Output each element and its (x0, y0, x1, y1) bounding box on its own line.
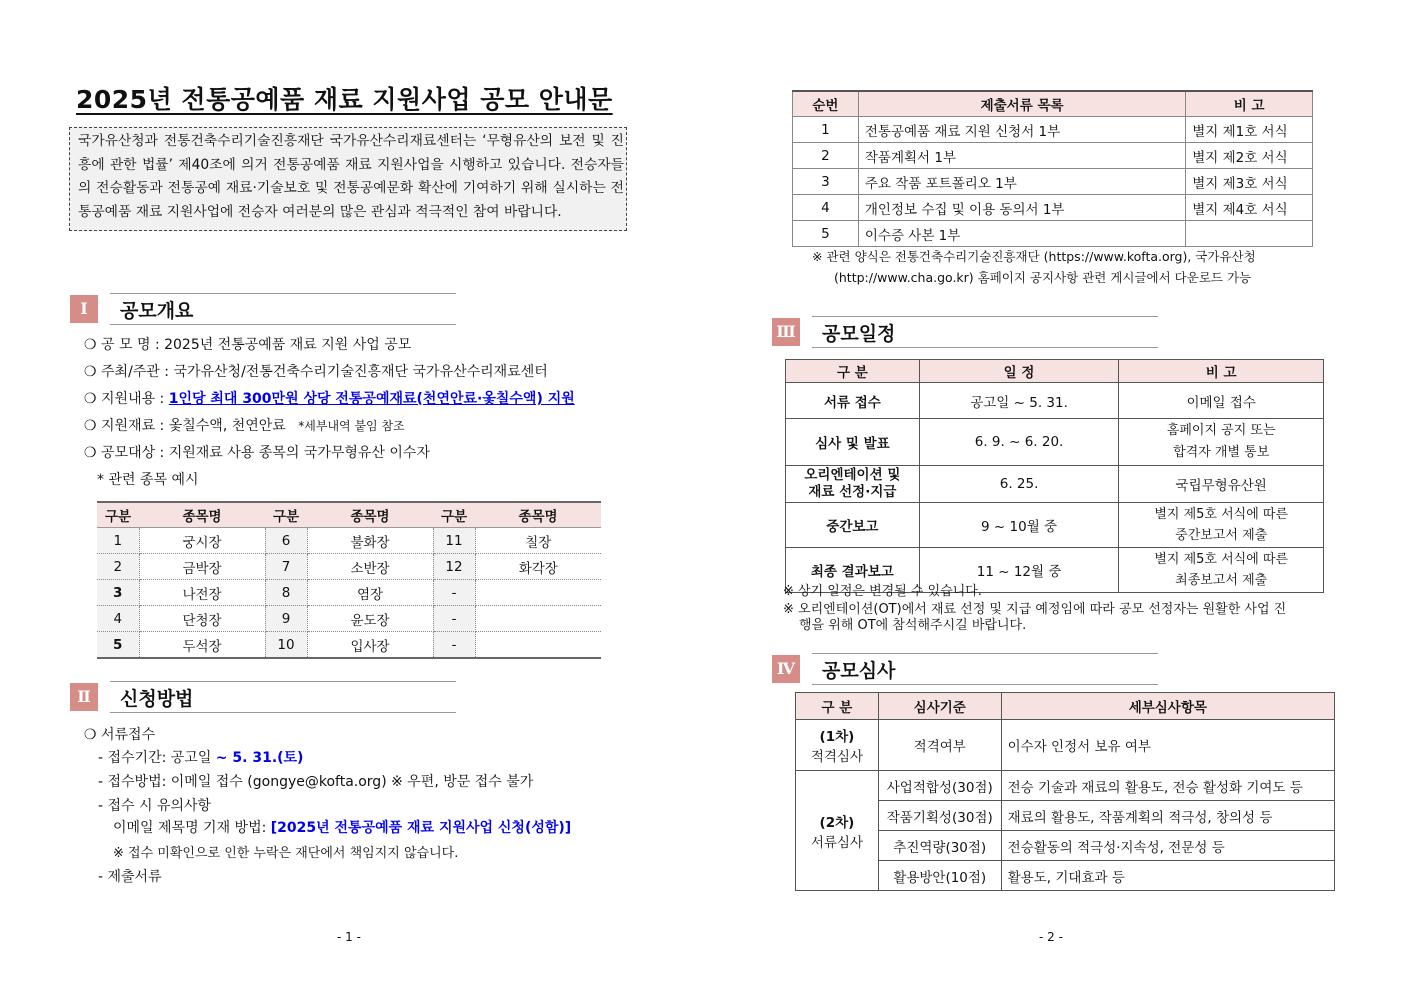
overview-item-materials (84, 415, 405, 435)
schedule-note-2a: ※ 오리엔테이션(OT)에서 재료 선정 및 지급 예정임에 따라 공모 선정자는 원활한 사업 진 (783, 602, 1287, 617)
apply-head: ❍ 서류접수 (84, 727, 156, 743)
stage-1-number: (1차) (819, 729, 855, 745)
table-cell: 중간보고 (786, 503, 920, 548)
table-cell: 전승 기술과 재료의 활용도, 전승 활성화 기여도 등 (1001, 771, 1334, 801)
table-cell: 4 (97, 606, 139, 632)
table-cell: 단청장 (139, 606, 265, 632)
table-row (793, 169, 1313, 195)
table-header: 일 정 (919, 360, 1119, 383)
table-row (97, 554, 601, 580)
table-cell: 공고일 ~ 5. 31. (919, 383, 1119, 419)
stage-1-label: 적격심사 (810, 749, 864, 765)
table-cell: 전통공예품 재료 지원 신청서 1부 (858, 117, 1185, 143)
table-cell: 10 (265, 632, 307, 659)
schedule-table (785, 359, 1324, 593)
table-cell: 3 (97, 580, 139, 606)
table-cell: 별지 제1호 서식 (1186, 117, 1313, 143)
schedule-note-1: ※ 상기 일정은 변경될 수 있습니다. (783, 584, 982, 599)
table-cell: 7 (265, 554, 307, 580)
overview-value: 국가유산청/전통건축수리기술진흥재단 국가유산수리재료센터 (173, 364, 548, 380)
table-cell: 두석장 (139, 632, 265, 659)
table-row (793, 221, 1313, 247)
table-header: 비 고 (1186, 91, 1313, 117)
table-cell: 화각장 (475, 554, 601, 580)
table-cell: 이수증 사본 1부 (858, 221, 1185, 247)
table-cell: 별지 제3호 서식 (1186, 169, 1313, 195)
table-cell: 이메일 접수 (1119, 383, 1324, 419)
overview-value: 지원재료 사용 종목의 국가무형유산 이수자 (168, 445, 430, 461)
table-row (97, 528, 601, 554)
table-header: 비 고 (1119, 360, 1324, 383)
table-cell: 홈페이지 공지 또는 합격자 개별 통보 (1119, 419, 1324, 466)
table-cell: - (433, 606, 475, 632)
table-cell: 작품계획서 1부 (858, 143, 1185, 169)
page-number-right: - 2 - (1039, 930, 1063, 944)
overview-label: 주최/주관 : (101, 364, 169, 380)
table-cell: 전승활동의 적극성·지속성, 전문성 등 (1001, 831, 1334, 861)
table-header-row (793, 91, 1313, 117)
table-header: 구분 (97, 502, 139, 528)
table-cell (475, 632, 601, 659)
section-4-title: 공모심사 (822, 660, 896, 682)
section-4-header (772, 655, 1162, 687)
table-cell: 별지 제2호 서식 (1186, 143, 1313, 169)
table-cell (1186, 221, 1313, 247)
table-cell: 오리엔테이션 및 재료 선정·지급 (786, 466, 920, 503)
table-cell: 사업적합성(30점) (878, 771, 1001, 801)
section-2-title: 신청방법 (120, 688, 194, 710)
overview-value: 옻칠수액, 천연안료 (168, 418, 286, 434)
table-cell: 윤도장 (307, 606, 433, 632)
table-header: 순번 (793, 91, 859, 117)
table-cell: 서류 접수 (786, 383, 920, 419)
table-header: 구 분 (786, 360, 920, 383)
stage-2-number: (2차) (819, 814, 855, 831)
section-1-title: 공모개요 (120, 300, 194, 322)
table-cell: 개인정보 수집 및 이용 동의서 1부 (858, 195, 1185, 221)
table-cell: 궁시장 (139, 528, 265, 554)
apply-caution: - 접수 시 유의사항 (98, 798, 212, 814)
apply-method: - 접수방법: 이메일 접수 (gongye@kofta.org) ※ 우편, 방문 접수 불가 (98, 774, 534, 790)
docs-note-2: (http://www.cha.go.kr) 홈페이지 공지사항 관련 게시글에서 다운로드 가능 (834, 270, 1252, 285)
email-subject-rule (113, 817, 571, 837)
table-cell: 1 (793, 117, 859, 143)
section-2-header (70, 683, 460, 715)
table-cell: 국립무형유산원 (1119, 466, 1324, 503)
overview-item-host (84, 361, 548, 381)
overview-label: 공 모 명 : (101, 337, 160, 353)
table-cell: 이수자 인정서 보유 여부 (1001, 720, 1334, 771)
table-row (786, 466, 1324, 503)
email-subject-label: 이메일 제목명 기재 방법: (113, 820, 267, 836)
table-cell: 금박장 (139, 554, 265, 580)
bullet-icon: ❍ (84, 364, 97, 380)
overview-item-name (84, 334, 411, 354)
table-cell: 칠장 (475, 528, 601, 554)
example-label: * 관련 종목 예시 (97, 472, 199, 488)
section-4-number: Ⅳ (772, 655, 800, 683)
craft-examples-table (97, 501, 601, 659)
table-cell: 6 (265, 528, 307, 554)
table-cell: 염장 (307, 580, 433, 606)
table-cell: 2 (97, 554, 139, 580)
table-header-row (796, 693, 1335, 720)
table-cell (475, 580, 601, 606)
page-number-left: - 1 - (337, 930, 361, 944)
review-table (795, 692, 1335, 891)
email-subject-value: [2025년 전통공예품 재료 지원사업 신청(성함)] (270, 820, 572, 836)
intro-box: 국가유산청과 전통건축수리기술진흥재단 국가유산수리재료센터는 ‘무형유산의 보전 및 진흥에 관한 법률’ 제40조에 의거 전통공예품 재료 지원사업을 시행하고 있습니다. 전승자들의 전승활동과 전통공예 재료·기술보호 및 전통공예문화 확산에 기여하기 위해 실시하는 전통공예품 재료 지원사업에 전승자 여러분의 많은 관심과 적극적인 참여 바랍니다. (69, 127, 627, 231)
section-1-number: Ⅰ (70, 295, 98, 323)
table-cell: 8 (265, 580, 307, 606)
table-cell (475, 606, 601, 632)
bullet-icon: ❍ (84, 391, 97, 407)
table-cell: 재료의 활용도, 작품계획의 적극성, 창의성 등 (1001, 801, 1334, 831)
table-cell: 별지 제5호 서식에 따른 중간보고서 제출 (1119, 503, 1324, 548)
table-cell: 심사 및 발표 (786, 419, 920, 466)
table-cell: 4 (793, 195, 859, 221)
table-cell: 최종 결과보고 (786, 548, 920, 593)
section-3-title: 공모일정 (822, 323, 896, 345)
table-cell: 2 (793, 143, 859, 169)
section-3-header (772, 318, 1162, 350)
overview-note: *세부내역 붙임 참조 (298, 419, 405, 433)
table-row (786, 383, 1324, 419)
section-1-header (70, 295, 460, 327)
overview-value: 2025년 전통공예품 재료 지원 사업 공모 (164, 337, 412, 353)
bullet-icon: ❍ (84, 418, 97, 434)
bullet-icon: ❍ (84, 445, 97, 461)
overview-label: 지원재료 : (101, 418, 165, 434)
stage-1-cell (796, 720, 879, 771)
table-cell: 소반장 (307, 554, 433, 580)
table-header-row (97, 502, 601, 528)
table-row (786, 503, 1324, 548)
table-header: 구분 (265, 502, 307, 528)
table-cell: 6. 25. (919, 466, 1119, 503)
document-title: 2025년 전통공예품 재료 지원사업 공모 안내문 (76, 85, 613, 114)
table-cell: 9 ~ 10월 중 (919, 503, 1119, 548)
table-cell: 주요 작품 포트폴리오 1부 (858, 169, 1185, 195)
table-row (97, 606, 601, 632)
docs-note-1: ※ 관련 양식은 전통건축수리기술진흥재단 (https://www.kofta.org), 국가유산청 (812, 249, 1256, 264)
apply-period (98, 747, 303, 767)
table-cell: 추진역량(30점) (878, 831, 1001, 861)
table-header: 구분 (433, 502, 475, 528)
overview-label: 공모대상 : (101, 445, 165, 461)
table-cell: 12 (433, 554, 475, 580)
table-cell: 별지 제4호 서식 (1186, 195, 1313, 221)
table-cell: 입사장 (307, 632, 433, 659)
table-header: 종목명 (475, 502, 601, 528)
stage-2-label: 서류심사 (810, 834, 864, 851)
table-header: 종목명 (307, 502, 433, 528)
table-row (793, 117, 1313, 143)
section-3-number: Ⅲ (772, 318, 800, 346)
schedule-note-2b: 행을 위해 OT에 참석해주시길 바랍니다. (799, 618, 1027, 633)
apply-period-label: - 접수기간: 공고일 (98, 750, 212, 766)
apply-period-value: ~ 5. 31.(토) (215, 750, 304, 766)
table-header-row (786, 360, 1324, 383)
overview-value-highlight: 1인당 최대 300만원 상당 전통공예재료(천연안료·옻칠수액) 지원 (168, 391, 575, 407)
table-header: 세부심사항목 (1001, 693, 1334, 720)
table-cell: 5 (97, 632, 139, 659)
apply-docs: - 제출서류 (98, 869, 162, 885)
table-cell: 11 (433, 528, 475, 554)
table-cell: 3 (793, 169, 859, 195)
table-row (796, 771, 1335, 801)
table-cell: 11 ~ 12월 중 (919, 548, 1119, 593)
table-row (796, 720, 1335, 771)
table-header: 구 분 (796, 693, 879, 720)
overview-item-target (84, 442, 430, 462)
table-cell: 작품기획성(30점) (878, 801, 1001, 831)
table-cell: 적격여부 (878, 720, 1001, 771)
table-cell: 별지 제5호 서식에 따른 최종보고서 제출 (1119, 548, 1324, 593)
table-cell: 9 (265, 606, 307, 632)
table-cell: - (433, 580, 475, 606)
bullet-icon: ❍ (84, 337, 97, 353)
stage-2-cell (796, 771, 879, 891)
table-row (793, 143, 1313, 169)
required-documents-table (792, 90, 1313, 247)
table-row (786, 419, 1324, 466)
table-cell: 불화장 (307, 528, 433, 554)
table-row (97, 632, 601, 659)
table-header: 심사기준 (878, 693, 1001, 720)
table-header: 종목명 (139, 502, 265, 528)
table-cell: 1 (97, 528, 139, 554)
table-cell: 활용도, 기대효과 등 (1001, 861, 1334, 891)
apply-note: ※ 접수 미확인으로 인한 누락은 재단에서 책임지지 않습니다. (113, 846, 459, 861)
table-cell: 나전장 (139, 580, 265, 606)
section-2-number: Ⅱ (70, 683, 98, 711)
overview-label: 지원내용 : (101, 391, 165, 407)
table-cell: 5 (793, 221, 859, 247)
table-cell: 활용방안(10점) (878, 861, 1001, 891)
table-row (793, 195, 1313, 221)
table-cell: - (433, 632, 475, 659)
overview-item-support (84, 388, 575, 408)
table-row (97, 580, 601, 606)
table-cell: 6. 9. ~ 6. 20. (919, 419, 1119, 466)
table-header: 제출서류 목록 (858, 91, 1185, 117)
